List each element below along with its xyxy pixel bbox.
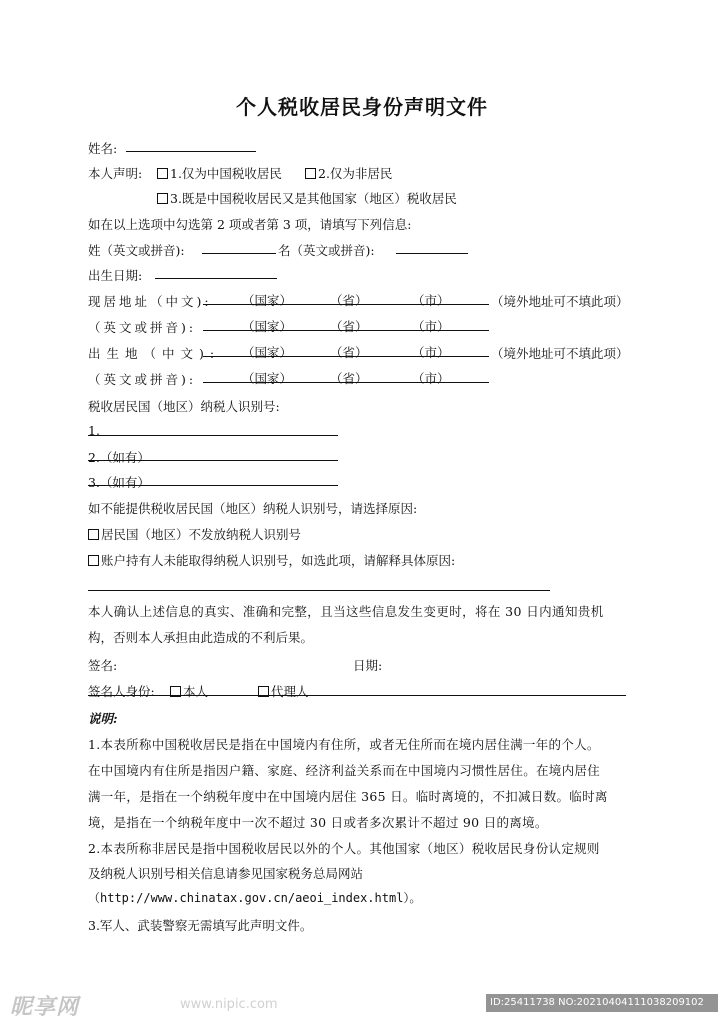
no-tin-prompt: 如不能提供税收居民国（地区）纳税人识别号，请选择原因: [88,501,418,516]
given-name-label: 名（英文或拼音): [278,243,375,258]
address-cn-label: 现居地址（中文): [88,294,212,309]
address-cn-note: （境外地址可不填此项） [491,294,629,309]
declaration-label: 本人声明: [88,166,143,181]
birthplace-cn-country: （国家） [242,345,293,360]
option-1[interactable]: 1.仅为中国税收居民 [157,164,282,182]
birthplace-en-country: （国家） [242,371,293,386]
birthplace-cn-city: （市） [412,345,450,360]
address-cn-country: （国家） [242,293,293,308]
signer-agent-option[interactable]: 代理人 [258,682,309,700]
birthplace-cn-label: 出生地（中文): [88,346,221,361]
signer-identity-label: 签名人身份: [88,684,155,699]
address-cn-province: （省） [330,293,368,308]
reason-explanation-field[interactable] [88,590,550,591]
option-3[interactable]: 3.既是中国税收居民又是其他国家（地区）税收居民 [157,189,457,207]
birth-date-label: 出生日期: [88,268,143,283]
note-2-url[interactable]: （http://www.chinatax.gov.cn/aeoi_index.html）。 [88,891,422,905]
reason-1[interactable]: 居民国（地区）不发放纳税人识别号 [88,525,301,543]
checkbox-icon[interactable] [88,555,99,566]
note-2-line-1: 2.本表所称非居民是指中国税收居民以外的个人。其他国家（地区）税收居民身份认定规则 [88,841,600,856]
image-id-bar: ID:25411738 NO:20210404111038209102 [486,994,718,1012]
tin-2-field[interactable] [88,460,338,461]
signer-line [88,695,626,696]
birth-date-field[interactable] [155,278,277,279]
birthplace-en-city: （市） [412,371,450,386]
checkbox-icon[interactable] [157,168,168,179]
confirm-text-line-1: 本人确认上述信息的真实、准确和完整，且当这些信息发生变更时，将在 30 日内通知贵机 [88,604,604,619]
name-field[interactable] [126,151,256,152]
option-2[interactable]: 2.仅为非居民 [305,164,392,182]
address-en-label: （英文或拼音): [88,320,197,335]
birthplace-en-province: （省） [330,371,368,386]
address-cn-city: （市） [412,293,450,308]
watermark-url: www.nipic.com [180,997,278,1012]
address-en-city: （市） [412,319,450,334]
confirm-text-line-2: 构，否则本人承担由此造成的不利后果。 [88,630,314,645]
given-name-field[interactable] [396,253,468,254]
note-1-line-4: 境，是指在一个纳税年度中一次不超过 30 日或者多次累计不超过 90 日的离境。 [88,815,548,830]
notes-heading: 说明: [88,711,118,726]
reason-2[interactable]: 账户持有人未能取得纳税人识别号，如选此项，请解释具体原因: [88,551,455,569]
birthplace-cn-province: （省） [330,345,368,360]
tin-1-label: 1. [88,423,100,438]
birthplace-en-label: （英文或拼音): [88,372,197,387]
name-label: 姓名: [88,141,118,156]
birthplace-cn-note: （境外地址可不填此项） [491,346,629,361]
surname-label: 姓（英文或拼音): [88,243,185,258]
address-en-country: （国家） [242,319,293,334]
date-label: 日期: [353,658,383,673]
signature-label: 签名: [88,658,118,673]
instruction-text: 如在以上选项中勾选第 2 项或者第 3 项，请填写下列信息: [88,217,412,232]
checkbox-icon[interactable] [157,193,168,204]
signer-self-option[interactable]: 本人 [170,682,208,700]
note-1-line-2: 在中国境内有住所是指因户籍、家庭、经济利益关系而在中国境内习惯性居住。在境内居住 [88,763,601,778]
surname-field[interactable] [202,253,276,254]
tin-3-label: 3.（如有） [88,475,150,490]
checkbox-icon[interactable] [305,168,316,179]
note-3: 3.军人、武装警察无需填写此声明文件。 [88,918,313,933]
tin-2-label: 2.（如有） [88,450,150,465]
tin-1-field[interactable] [88,435,338,436]
note-1-line-1: 1.本表所称中国税收居民是指在中国境内有住所，或者无住所而在境内居住满一年的个人。 [88,737,600,752]
address-en-province: （省） [330,319,368,334]
tin-3-field[interactable] [88,485,338,486]
note-1-line-3: 满一年，是指在一个纳税年度中在中国境内居住 365 日。临时离境的，不扣减日数。临时离 [88,789,608,804]
watermark-logo: 昵享网 [10,995,80,1020]
checkbox-icon[interactable] [88,529,99,540]
page-title: 个人税收居民身份声明文件 [236,95,488,119]
tin-label: 税收居民国（地区）纳税人识别号: [88,399,280,414]
note-2-line-2: 及纳税人识别号相关信息请参见国家税务总局网站 [88,866,364,881]
